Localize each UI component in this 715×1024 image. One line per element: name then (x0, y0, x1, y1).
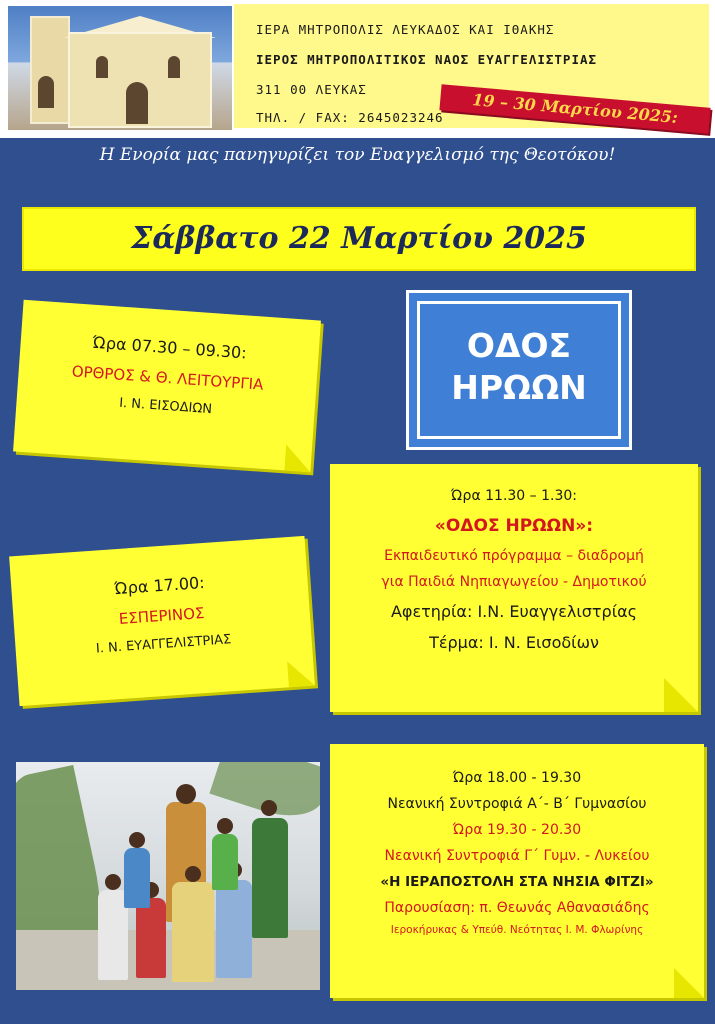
priest-head (176, 784, 196, 804)
church-photo (8, 6, 232, 130)
note2-place: Ι. Ν. ΕΥΑΓΓΕΛΙΣΤΡΙΑΣ (95, 632, 232, 657)
steps (16, 930, 320, 990)
note-youth-evening (330, 744, 704, 998)
church-name: ΙΕΡΟΣ ΜΗΤΡΟΠΟΛΙΤΙΚΟΣ ΝΑΟΣ ΕΥΑΓΓΕΛΙΣΤΡΙΑΣ (256, 52, 598, 67)
note3-desc1: Εκπαιδευτικό πρόγραμμα – διαδρομή (384, 548, 644, 564)
child-head (185, 866, 201, 882)
note-fold (287, 660, 315, 688)
child-figure (136, 898, 166, 978)
note1-place: Ι. Ν. ΕΙΣΟΔΙΩΝ (118, 395, 213, 418)
note-fold (664, 678, 698, 712)
note-heroes-street-program (330, 464, 698, 712)
child-head (105, 874, 121, 890)
youth-group-photo (16, 762, 320, 990)
note3-end: Τέρμα: Ι. Ν. Εισοδίων (429, 633, 599, 652)
street-sign (406, 290, 632, 450)
note1-event: ΟΡΘΡΟΣ & Θ. ΛΕΙΤΟΥΡΓΙΑ (71, 362, 264, 394)
child-figure (172, 882, 214, 982)
note2-event: ΕΣΠΕΡΙΝΟΣ (118, 604, 206, 628)
street-sign-panel (417, 301, 621, 439)
note4-presenter: Παρουσίαση: π. Θεωνάς Αθανασιάδης (384, 900, 650, 916)
church-window (168, 56, 180, 78)
note4-presenter-role: Ιεροκήρυκας & Υπεύθ. Νεότητας Ι. Μ. Φλωρίνης (390, 924, 644, 936)
phone-fax: ΤΗΛ. / FAX: 2645023246 (256, 110, 444, 125)
child-head (129, 832, 145, 848)
note-morning-service (13, 300, 321, 472)
metropolis-name: ΙΕΡΑ ΜΗΤΡΟΠΟΛΙΣ ΛΕΥΚΑΔΟΣ ΚΑΙ ΙΘΑΚΗΣ (256, 22, 555, 37)
festival-dates-ribbon: 19 – 30 Μαρτίου 2025: (439, 84, 710, 133)
tower-door (38, 76, 54, 108)
note3-time: Ώρα 11.30 – 1.30: (451, 488, 577, 504)
note4-group2: Νεανική Συντροφιά Γ΄ Γυμν. - Λυκείου (384, 848, 650, 864)
street-sign-line2: ΗΡΩΩΝ (451, 368, 587, 407)
note-fold (674, 968, 704, 998)
church-door (126, 82, 148, 124)
note3-title: «ΟΔΟΣ ΗΡΩΩΝ»: (434, 516, 594, 536)
street-sign-line1: ΟΔΟΣ (466, 326, 572, 365)
note4-time2: Ώρα 19.30 - 20.30 (452, 822, 582, 838)
child-figure (216, 880, 252, 978)
note4-group1: Νεανική Συντροφιά Α΄- Β΄ Γυμνασίου (387, 796, 647, 812)
note4-time1: Ώρα 18.00 - 19.30 (452, 770, 582, 786)
note3-start: Αφετηρία: Ι.Ν. Ευαγγελιστρίας (390, 602, 638, 621)
note2-time: Ώρα 17.00: (113, 572, 206, 599)
adult-head (261, 800, 277, 816)
note-fold (284, 444, 312, 472)
note4-talk-title: «Η ΙΕΡΑΠΟΣΤΟΛΗ ΣΤΑ ΝΗΣΙΑ ΦΙΤΖΙ» (380, 874, 654, 890)
page-title: Σάββατο 22 Μαρτίου 2025 (22, 207, 696, 271)
note-vespers (9, 536, 315, 706)
note1-time: Ώρα 07.30 – 09.30: (92, 332, 248, 363)
adult-figure (252, 818, 288, 938)
note3-desc2: για Παιδιά Νηπιαγωγείου - Δημοτικού (381, 574, 647, 590)
postal-address: 311 00 ΛΕΥΚΑΣ (256, 82, 367, 97)
child-head (217, 818, 233, 834)
child-figure (212, 834, 238, 890)
church-window (96, 56, 108, 78)
child-figure (124, 848, 150, 908)
feast-banner: Η Ενορία μας πανηγυρίζει τον Ευαγγελισμό της Θεοτόκου! (99, 145, 616, 165)
